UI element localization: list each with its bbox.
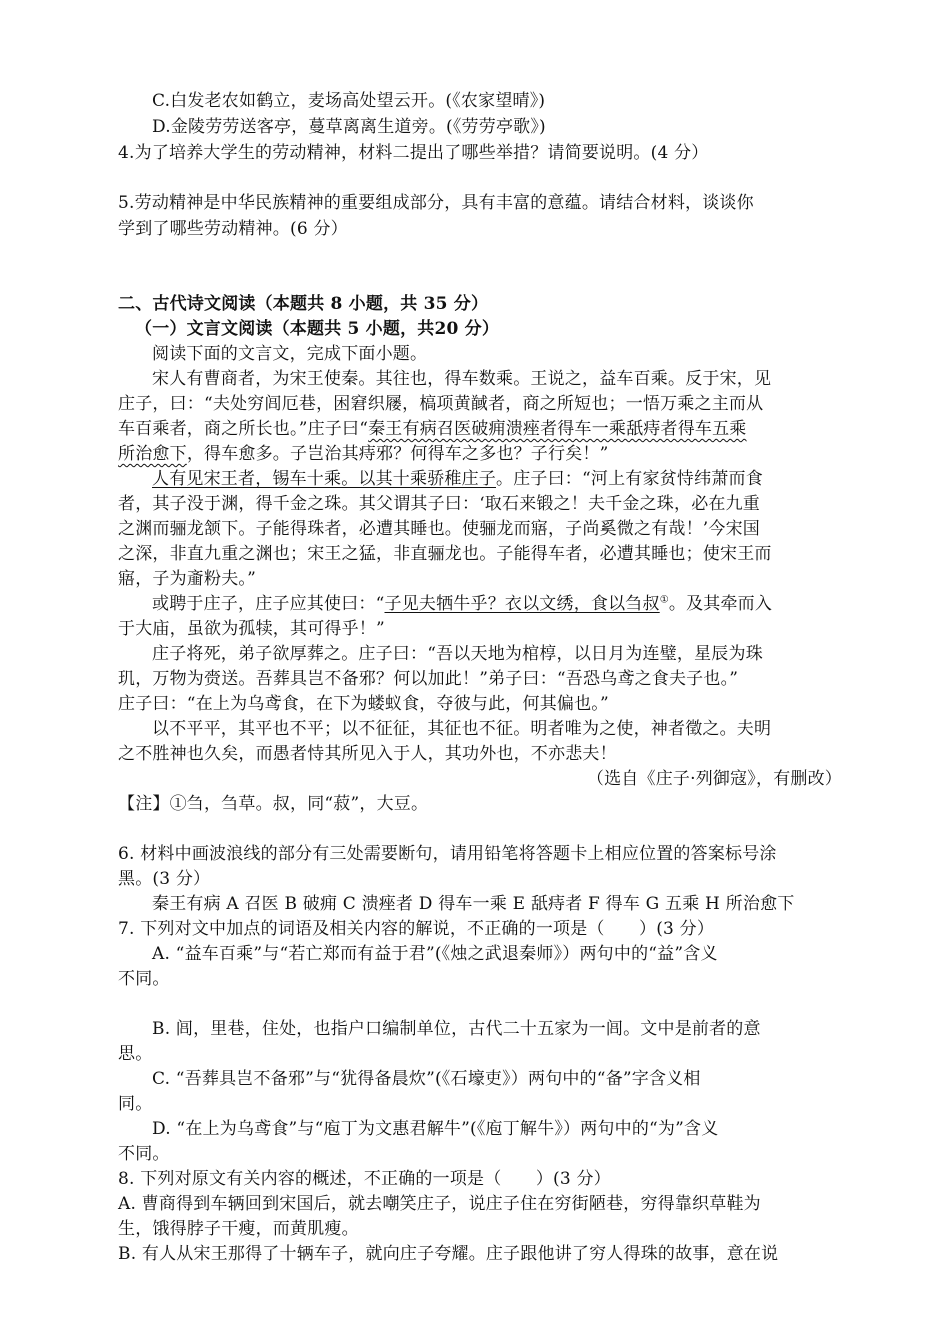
source-citation: （选自《庄子·列御寇》，有删改） bbox=[586, 769, 842, 789]
passage-line: 庄子曰：“在上为乌鸢食，在下为蝼蚁食，夺彼与此，何其偏也。” bbox=[118, 694, 609, 714]
passage-line: 庄子，曰：“夫处穷闾厄巷，困窘织屦，槁项黄馘者，商之所短也；一悟万乘之主而从 bbox=[118, 394, 764, 414]
footnote-marker: ① bbox=[659, 594, 669, 606]
passage-line: 者，其子没于渊，得千金之珠。其父谓其子曰：‘取石来锻之！夫千金之珠，必在九重 bbox=[118, 494, 761, 514]
question-7-option: 思。 bbox=[118, 1044, 153, 1064]
underlined-text: 子见夫牺牛乎？衣以文绣，食以刍叔 bbox=[384, 594, 660, 614]
question-7-option: C. “吾葬具岂不备邪”与“犹得备晨炊”(《石壕吏》）两句中的“备”字含义相 bbox=[152, 1069, 701, 1089]
passage-text: 。及其牵而入 bbox=[668, 594, 773, 614]
question-7-option: D. “在上为乌鸢食”与“庖丁为文惠君解牛”(《庖丁解牛》）两句中的“为”含义 bbox=[152, 1119, 719, 1139]
question-7-option: B. 闾，里巷，住处，也指户口编制单位，古代二十五家为一闾。文中是前者的意 bbox=[152, 1019, 761, 1039]
underlined-text: 人有见宋王者，锡车十乘。以其十乘骄稚庄子 bbox=[152, 469, 496, 489]
passage-line: 宋人有曹商者，为宋王使秦。其往也，得车数乘。王说之，益车百乘。反于宋，见 bbox=[152, 369, 772, 389]
subsection-title: （一）文言文阅读（本题共 5 小题，共20 分） bbox=[135, 319, 500, 339]
question-6-line: 黑。(3 分） bbox=[118, 869, 211, 889]
instruction: 阅读下面的文言文，完成下面小题。 bbox=[152, 344, 428, 364]
question-8-stem: 8. 下列对原文有关内容的概述，不正确的一项是（ ）(3 分） bbox=[118, 1169, 611, 1189]
option-c: C.白发老农如鹤立，麦场高处望云开。(《农家望晴》) bbox=[152, 91, 546, 111]
wavy-underlined-text: 所治愈下 bbox=[118, 444, 187, 464]
question-7-option: A. “益车百乘”与“若亡郑而有益于君”(《烛之武退秦师》）两句中的“益”含义 bbox=[152, 944, 718, 964]
passage-line: 庄子将死，弟子欲厚葬之。庄子曰：“吾以天地为棺椁，以日月为连璧，星辰为珠 bbox=[152, 644, 763, 664]
footnote: 【注】①刍，刍草。叔，同“菽”，大豆。 bbox=[118, 794, 429, 814]
passage-text: 车百乘者，商之所长也。”庄子曰“ bbox=[118, 419, 369, 439]
passage-text: ，得车愈多。子岂治其痔邪？何得车之多也？子行矣！” bbox=[186, 444, 609, 464]
passage-line: 于大庙，虽欲为孤犊，其可得乎！” bbox=[118, 619, 385, 639]
question-7-option: 不同。 bbox=[118, 1144, 170, 1164]
section-title: 二、古代诗文阅读（本题共 8 小题，共 35 分） bbox=[118, 294, 489, 314]
passage-text: 。庄子曰：“河上有家贫恃纬萧而食 bbox=[496, 469, 763, 489]
question-7-option bbox=[0, 1042, 950, 1067]
passage-line bbox=[0, 467, 950, 492]
question-5-line: 5.劳动精神是中华民族精神的重要组成部分，具有丰富的意蕴。请结合材料，谈谈你 bbox=[118, 193, 754, 213]
option-d: D.金陵劳劳送客亭，蔓草离离生道旁。(《劳劳亭歌》) bbox=[152, 117, 546, 137]
question-8-option: A. 曹商得到车辆回到宋国后，就去嘲笑庄子，说庄子住在穷街陋巷，穷得靠织草鞋为 bbox=[118, 1194, 761, 1214]
question-8-option: B. 有人从宋王那得了十辆车子，就向庄子夸耀。庄子跟他讲了穷人得珠的故事，意在说 bbox=[118, 1244, 779, 1264]
passage-line: 寤，子为齑粉夫。” bbox=[118, 569, 256, 589]
question-5-line: 学到了哪些劳动精神。(6 分） bbox=[118, 219, 348, 239]
passage-line: 玑，万物为赍送。吾葬具岂不备邪？何以加此！”弟子曰：“吾恐乌鸢之食夫子也。” bbox=[118, 669, 739, 689]
passage-line: 之不胜神也久矣，而愚者恃其所见入于人，其功外也，不亦悲夫！ bbox=[118, 744, 617, 764]
passage-line bbox=[0, 442, 950, 467]
passage-text: 或聘于庄子，庄子应其使曰：“ bbox=[152, 594, 385, 614]
question-6-line: 秦王有病 A 召医 B 破痈 C 溃痤者 D 得车一乘 E 舐痔者 F 得车 G 五乘 H 所治愈下 bbox=[152, 894, 795, 914]
passage-line: 之深，非直九重之渊也；宋王之猛，非直骊龙也。子能得车者，必遭其睡也；使宋王而 bbox=[118, 544, 772, 564]
question-7-option: 同。 bbox=[118, 1094, 153, 1114]
question-8-option: 生，饿得脖子干瘦，而黄肌瘦。 bbox=[118, 1219, 359, 1239]
wavy-underlined-text: 秦王有病召医破痈溃痤者得车一乘舐痔者得车五乘 bbox=[368, 419, 747, 439]
question-4: 4.为了培养大学生的劳动精神，材料二提出了哪些举措？请简要说明。(4 分） bbox=[118, 143, 709, 163]
question-6-line: 6. 材料中画波浪线的部分有三处需要断句，请用铅笔将答题卡上相应位置的答案标号涂 bbox=[118, 844, 777, 864]
passage-line: 以不平平，其平也不平；以不征征，其征也不征。明者唯为之使，神者徵之。夫明 bbox=[152, 719, 772, 739]
passage-line bbox=[0, 417, 950, 442]
passage-line bbox=[0, 592, 950, 617]
question-7-option: 不同。 bbox=[118, 969, 170, 989]
question-7-stem: 7. 下列对文中加点的词语及相关内容的解说，不正确的一项是（ ）(3 分） bbox=[118, 919, 715, 939]
passage-line: 之渊而骊龙颔下。子能得珠者，必遭其睡也。使骊龙而寤，子尚奚微之有哉！’今宋国 bbox=[118, 519, 761, 539]
